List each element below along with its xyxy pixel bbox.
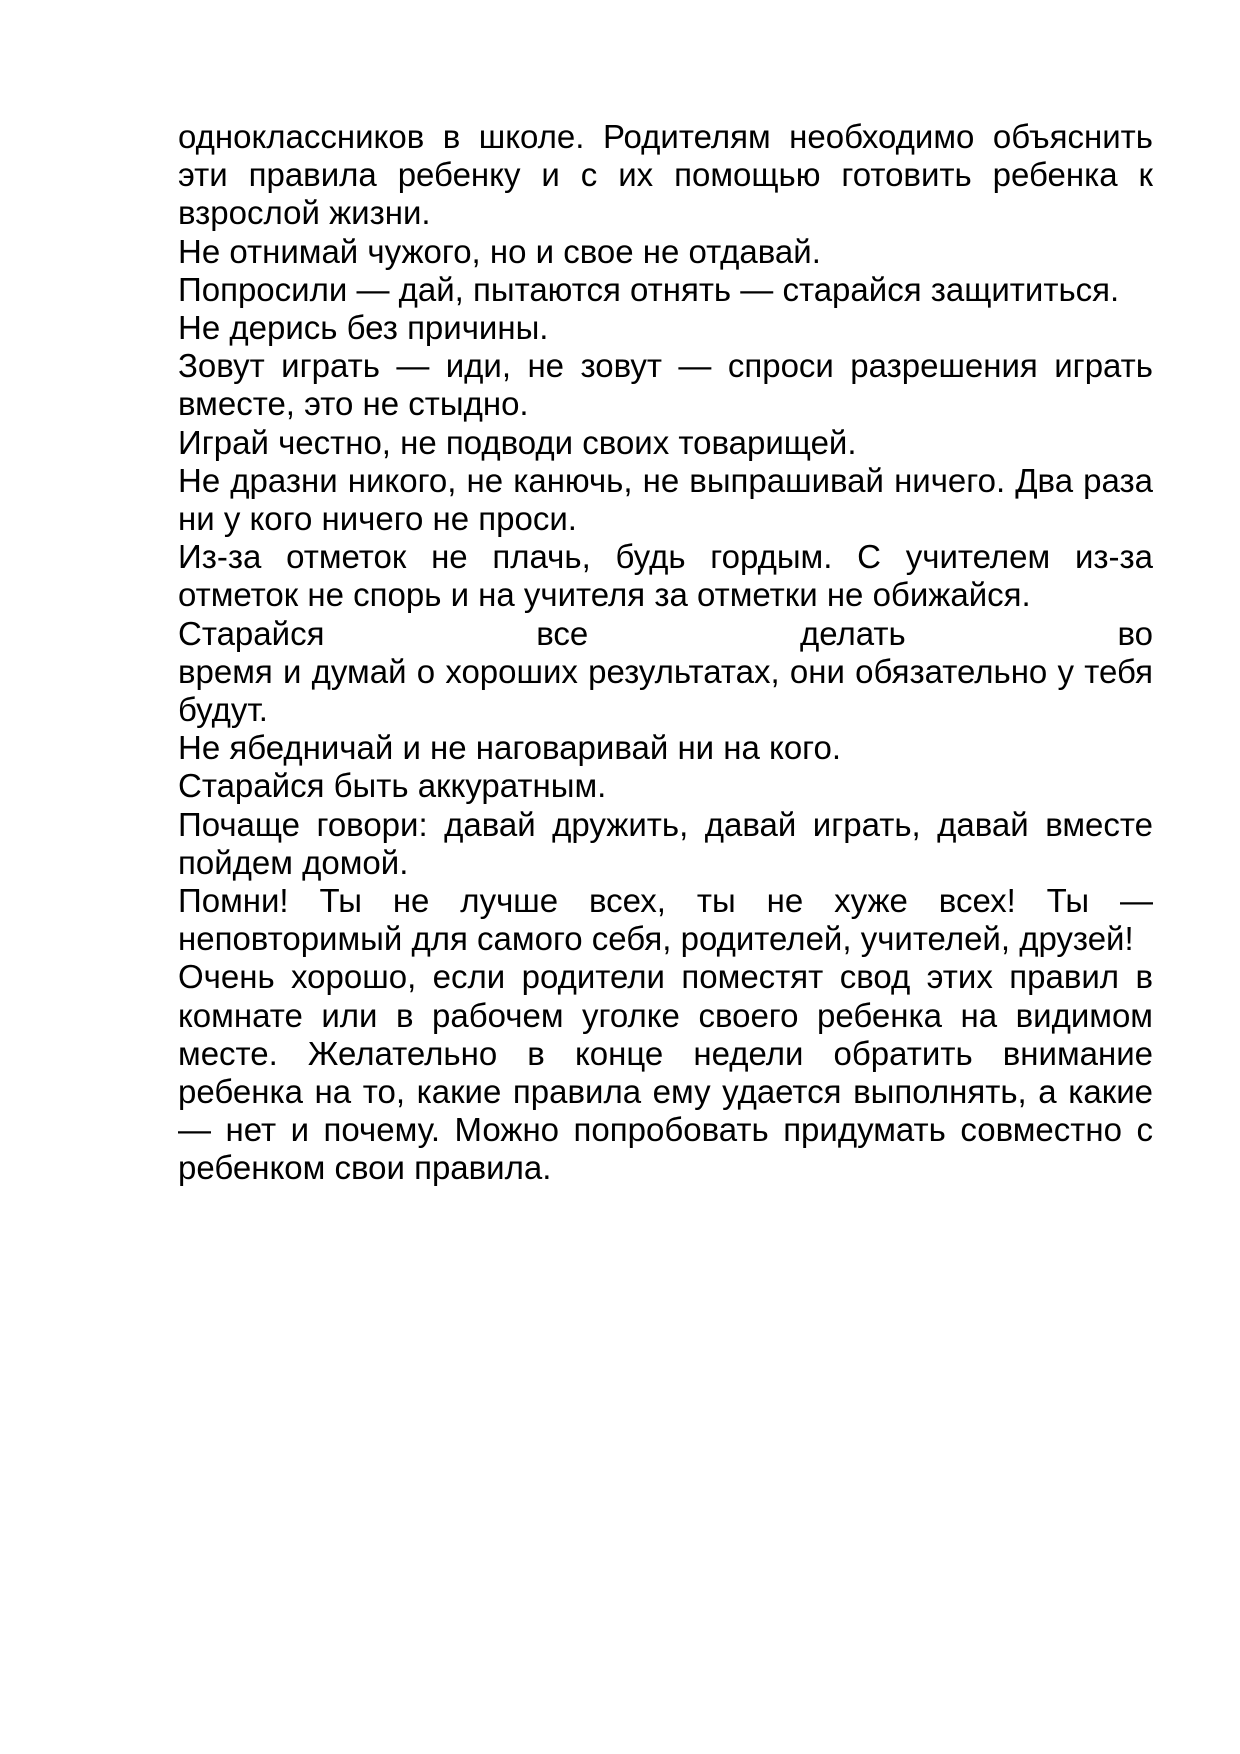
rule-play-fair: Играй честно, не подводи своих товарищей. — [178, 423, 857, 461]
spread-word: во — [1117, 614, 1153, 652]
rule-no-fighting: Не дерись без причины. — [178, 309, 549, 347]
rule-be-friendly: Почаще говори: давай дружить, давай играть, давай вместе пойдем домой. — [178, 805, 1153, 881]
rule-remember-unique: Помни! Ты не лучше всех, ты не хуже всех! Ты — неповторимый для самого себя, родителей, учителей, друзей! — [178, 882, 1153, 958]
rule-no-teasing: Не дразни никого, не канючь, не выпрашивай ничего. Два раза ни у кого ничего не проси. — [178, 461, 1153, 538]
paragraph-post-rules: Очень хорошо, если родители поместят свод этих правил в комнате или в рабочем уголке своего ребенка на видимом месте. Желательно в конце недели обратить внимание ребенка на то, какие правила ему удается выполнять, а какие — нет и почему. Можно попробовать придумать совместно с ребенком свои правила. — [178, 958, 1153, 1187]
rule-grades: Из-за отметок не плачь, будь гордым. С учителем из-за отметок не спорь и на учителя за отметки не обижайся. — [178, 538, 1153, 614]
spread-line — [178, 615, 1153, 653]
rule-on-time: время и думай о хороших результатах, они обязательно у тебя будут. — [178, 652, 1153, 729]
rule-be-neat: Старайся быть аккуратным. — [178, 767, 607, 805]
spread-word: делать — [799, 614, 906, 652]
rule-join-play: Зовут играть — иди, не зовут — спроси разрешения играть вместе, это не стыдно. — [178, 347, 1153, 423]
rule-no-tattling: Не ябедничай и не наговаривай ни на кого. — [178, 729, 842, 767]
spread-word: все — [536, 614, 589, 652]
rule-dont-take: Не отнимай чужого, но и свое не отдавай. — [178, 232, 821, 270]
spread-word: Старайся — [178, 614, 325, 652]
rule-share-defend: Попросили — дай, пытаются отнять — старайся защититься. — [178, 270, 1120, 308]
paragraph-parents-explain: одноклассников в школе. Родителям необходимо объяснить эти правила ребенку и с их помощью готовить ребенка к взрослой жизни. — [178, 118, 1153, 232]
document-body — [178, 118, 1153, 1188]
